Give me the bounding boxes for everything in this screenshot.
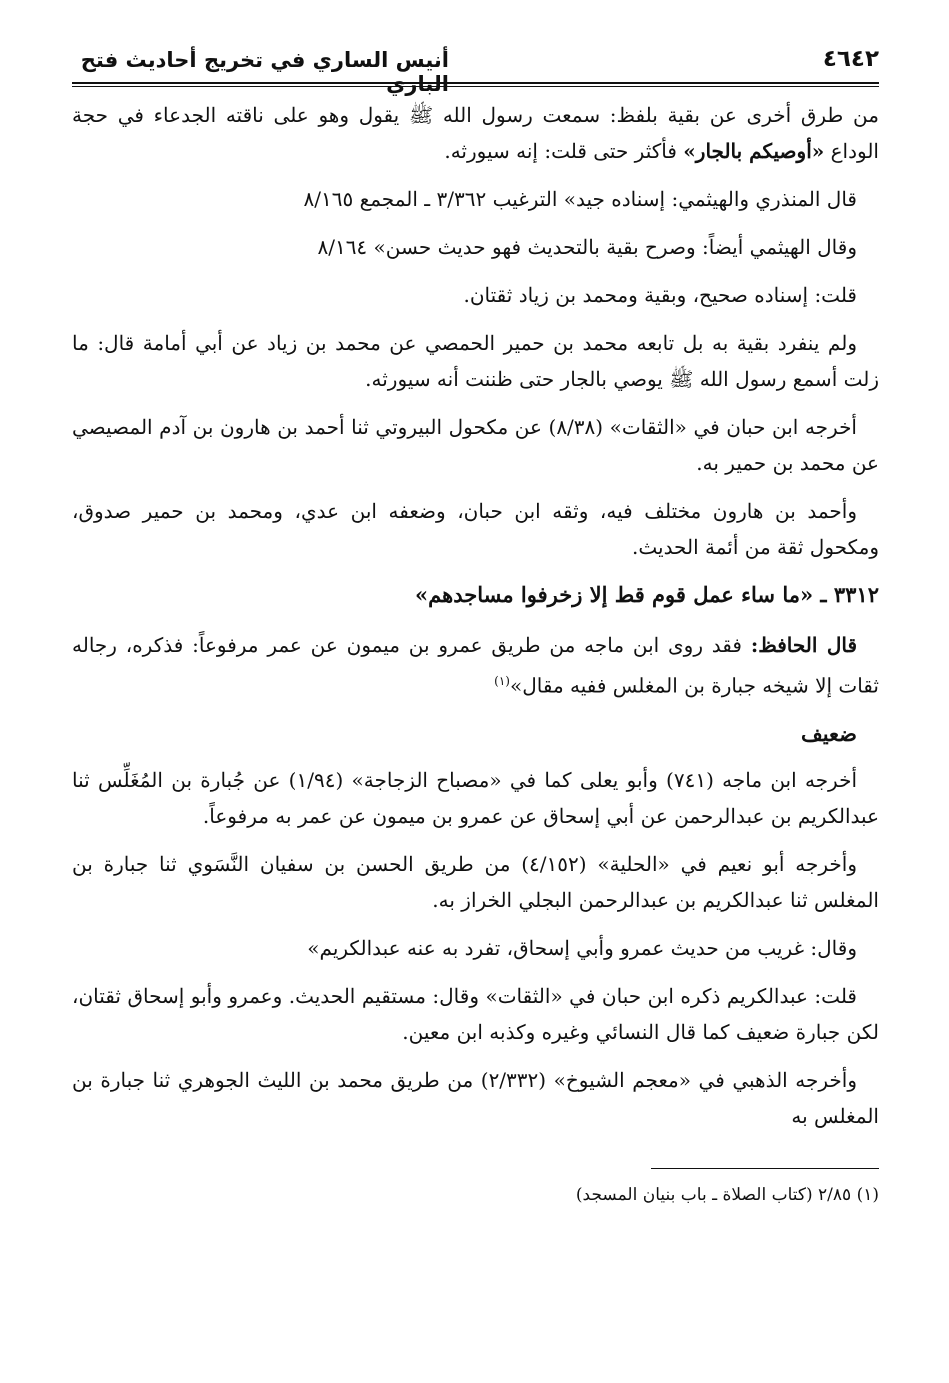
page-body — [72, 97, 879, 1213]
footnote-rule — [651, 1168, 879, 1169]
paragraph-10: وقال: غريب من حديث عمرو وأبي إسحاق، تفرد به عنه عبدالكريم» — [307, 935, 857, 960]
grade-label: ضعيف — [800, 720, 857, 746]
paragraph-11: قلت: عبدالكريم ذكره ابن حبان في «الثقات» وقال: مستقيم الحديث. وعمرو وأبو إسحاق ثقتان، لكن جبارة ضعيف كما قال النسائي وغيره وكذبه ابن معين. — [72, 983, 879, 1044]
hadith-heading: ٣٣١٢ ـ «ما ساء عمل قوم قط إلا زخرفوا مساجدهم» — [415, 582, 879, 607]
paragraph-2: قال المنذري والهيثمي: إسناده جيد» الترغيب ٣/٣٦٢ ـ المجمع ٨/١٦٥ — [303, 187, 857, 211]
paragraph-3: وقال الهيثمي أيضاً: وصرح بقية بالتحديث فهو حديث حسن» ٨/١٦٤ — [317, 235, 857, 259]
paragraph-9: وأخرجه أبو نعيم في «الحلية» (٤/١٥٢) من طريق الحسن بن سفيان النَّسَوي ثنا جبارة بن المغلس ثنا عبدالكريم بن عبدالرحمن البجلي الخراز به. — [72, 851, 879, 912]
paragraph-6: أخرجه ابن حبان في «الثقات» (٨/٣٨) عن مكحول البيروتي ثنا أحمد بن هارون بن آدم المصيصي عن محمد بن حمير به. — [72, 415, 879, 475]
book-title: أنيس الساري في تخريج أحاديث فتح الباري — [80, 48, 449, 96]
paragraph-8: أخرجه ابن ماجه (٧٤١) وأبو يعلى كما في «مصباح الزجاجة» (١/٩٤) عن جُبارة بن المُغَلِّس ثنا عبدالكريم بن عبدالرحمن عن أبي إسحاق عن عمرو بن ميمون عن عمر به مرفوعاً. — [72, 767, 879, 828]
hafiz-paragraph — [72, 627, 879, 704]
paragraph-12: وأخرجه الذهبي في «معجم الشيوخ» (٢/٣٣٢) من طريق محمد بن الليث الجوهري ثنا جبارة بن المغلس به — [72, 1067, 879, 1128]
paragraph-4: قلت: إسناده صحيح، وبقية ومحمد بن زياد ثقتان. — [463, 283, 857, 307]
footnote: (١) ٢/٨٥ (كتاب الصلاة ـ باب بنيان المسجد) — [575, 1184, 879, 1205]
running-header — [72, 46, 879, 96]
footnote-ref[interactable]: (١) — [494, 674, 510, 688]
hafiz-text: فقد روى ابن ماجه من طريق عمرو بن ميمون عن عمر مرفوعاً: فذكره، رجاله ثقات إلا شيخه جبارة بن المغلس ففيه مقال» — [72, 633, 879, 698]
hafiz-label: قال الحافظ: — [750, 633, 858, 657]
page-number: ٤٦٤٢ — [822, 46, 879, 72]
paragraph-5: ولم ينفرد بقية به بل تابعه محمد بن حمير الحمصي عن محمد بن زياد عن أبي أمامة قال: ما زلت أسمع رسول الله ﷺ يوصي بالجار حتى ظننت أنه سيورثه. — [72, 331, 879, 391]
quoted-hadith: «أوصيكم بالجار» — [683, 139, 825, 163]
paragraph-1: من طرق أخرى عن بقية بلفظ: سمعت رسول الله ﷺ يقول وهو على ناقته الجدعاء في حجة الوداع «أوصيكم بالجار» فأكثر حتى قلت: إنه سيورثه. — [72, 103, 879, 163]
paragraph-7: وأحمد بن هارون مختلف فيه، وثقه ابن حبان، وضعفه ابن عدي، ومحمد بن حمير صدوق، ومكحول ثقة من أئمة الحديث. — [72, 499, 879, 559]
